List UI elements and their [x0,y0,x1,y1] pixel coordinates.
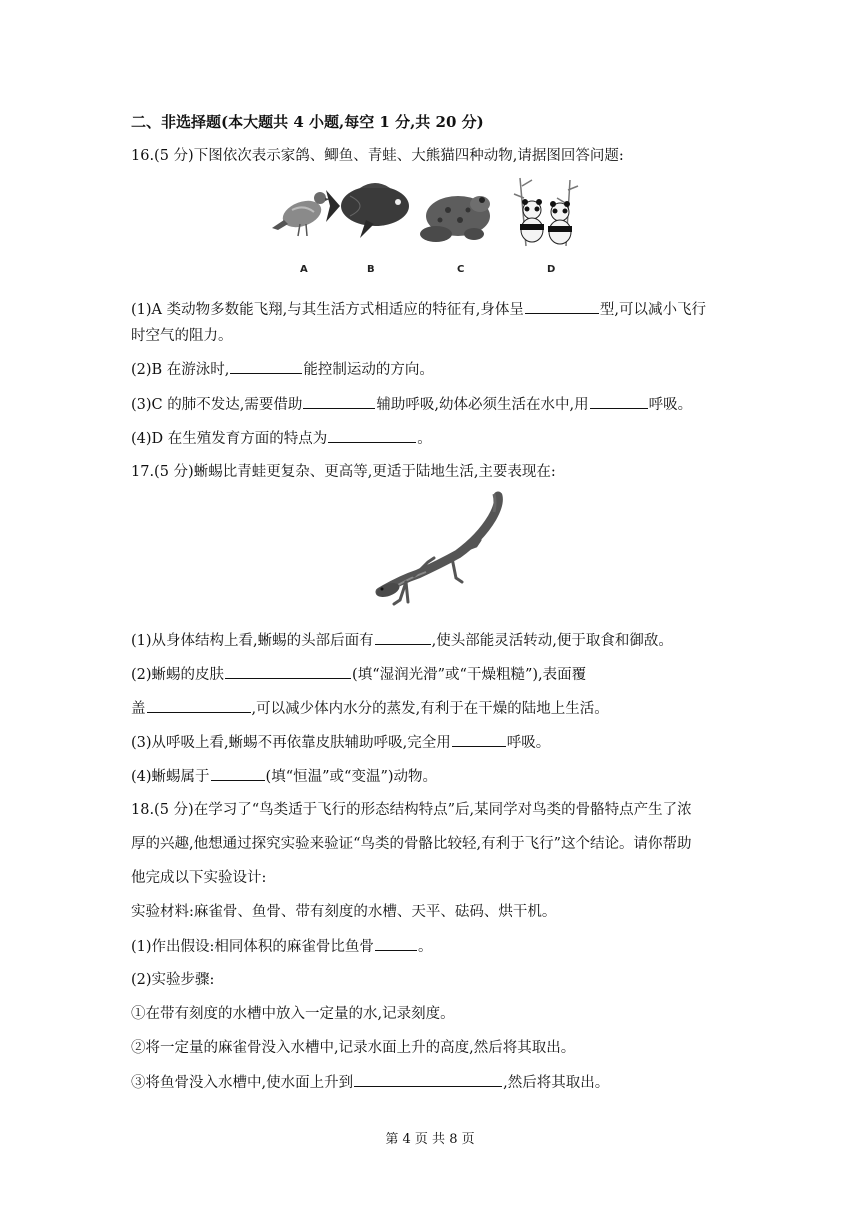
q18-hypothesis [131,936,432,957]
pigeon-image [272,192,330,236]
lizard-figure [370,490,510,620]
q17-part1 [131,630,673,651]
answer-blank[interactable] [590,394,648,409]
q17-stem: 17.(5 分)蜥蜴比青蛙更复杂、更高等,更适于陆地生活,主要表现在: [131,464,556,480]
q18-step3 [131,1072,609,1093]
q16-part1 [131,299,706,320]
q18-hypothesis-text-b: 。 [417,939,433,955]
q16-part3-text-c: 呼吸。 [648,397,693,413]
q18-stem-line3: 他完成以下实验设计: [131,870,267,886]
q18-step1: ①在带有刻度的水槽中放入一定量的水,记录刻度。 [131,1006,455,1022]
answer-blank[interactable] [525,299,599,314]
q17-part1-text-b: ,使头部能灵活转动,便于取食和御敌。 [431,633,673,649]
answer-blank[interactable] [225,664,351,679]
answer-blank[interactable] [211,766,265,781]
frog-image [420,196,490,242]
panda-image [514,178,578,246]
q16-part2-text-b: 能控制运动的方向。 [303,362,434,378]
q18-materials: 实验材料:麻雀骨、鱼骨、带有刻度的水槽、天平、砝码、烘干机。 [131,904,557,920]
q17-part4-text-a: (4)蜥蜴属于 [131,769,210,785]
carp-image [326,183,409,238]
q16-part4-text-a: (4)D 在生殖发育方面的特点为 [131,431,328,447]
q18-stem-line1: 18.(5 分)在学习了“鸟类适于飞行的形态结构特点”后,某同学对鸟类的骨骼特点产生了浓 [131,802,692,818]
q17-part1-text-a: (1)从身体结构上看,蜥蜴的头部后面有 [131,633,374,649]
answer-blank[interactable] [303,394,375,409]
q17-part2 [131,664,586,685]
q18-steps-heading: (2)实验步骤: [131,972,215,988]
figure-label-a: A [300,264,308,275]
q17-part2-continued [131,698,609,719]
answer-blank[interactable] [230,359,302,374]
q16-part1-text-b: 型,可以减小飞行 [599,302,706,318]
figure-label-b: B [367,264,375,275]
q18-step3-text-a: ③将鱼骨没入水槽中,使水面上升到 [131,1075,354,1091]
figure-label-d: D [547,264,556,275]
q17-part2-text-d: ,可以减少体内水分的蒸发,有利于在干燥的陆地上生活。 [251,701,609,717]
q17-part2-text-b: (填“湿润光滑”或“干燥粗糙”),表面覆 [352,667,587,683]
q18-hypothesis-text-a: (1)作出假设:相同体积的麻雀骨比鱼骨 [131,939,374,955]
answer-blank[interactable] [452,732,506,747]
q16-part1-text-a: (1)A 类动物多数能飞翔,与其生活方式相适应的特征有,身体呈 [131,302,524,318]
answer-blank[interactable] [375,936,417,951]
answer-blank[interactable] [375,630,431,645]
q16-part2-text-a: (2)B 在游泳时, [131,362,230,378]
animals-figure [270,176,600,276]
q16-part1-continued: 时空气的阻力。 [131,328,233,344]
answer-blank[interactable] [328,428,416,443]
q17-part2-text-c: 盖 [131,701,146,717]
figure-label-c: C [457,264,465,275]
q16-part4 [131,428,432,449]
q16-part3 [131,394,692,415]
q17-part4-text-b: (填“恒温”或“变温”)动物。 [265,769,438,785]
answer-blank[interactable] [354,1072,502,1087]
section-title: 二、非选择题(本大题共 4 小题,每空 1 分,共 20 分) [131,113,484,131]
page-footer: 第 4 页 共 8 页 [385,1132,475,1147]
q17-part2-text-a: (2)蜥蜴的皮肤 [131,667,225,683]
q17-part3 [131,732,550,753]
q16-part3-text-a: (3)C 的肺不发达,需要借助 [131,397,303,413]
q18-step2: ②将一定量的麻雀骨没入水槽中,记录水面上升的高度,然后将其取出。 [131,1040,576,1056]
q18-stem-line2: 厚的兴趣,他想通过探究实验来验证“鸟类的骨骼比较轻,有利于飞行”这个结论。请你帮助 [131,836,692,852]
q17-part3-text-b: 呼吸。 [506,735,551,751]
q17-part3-text-a: (3)从呼吸上看,蜥蜴不再依靠皮肤辅助呼吸,完全用 [131,735,451,751]
q16-part3-text-b: 辅助呼吸,幼体必须生活在水中,用 [376,397,589,413]
q16-part2 [131,359,434,380]
q17-part4 [131,766,437,787]
q18-step3-text-b: ,然后将其取出。 [503,1075,610,1091]
answer-blank[interactable] [147,698,251,713]
q16-part4-text-b: 。 [417,431,432,447]
q16-stem: 16.(5 分)下图依次表示家鸽、鲫鱼、青蛙、大熊猫四种动物,请据图回答问题: [131,148,624,164]
